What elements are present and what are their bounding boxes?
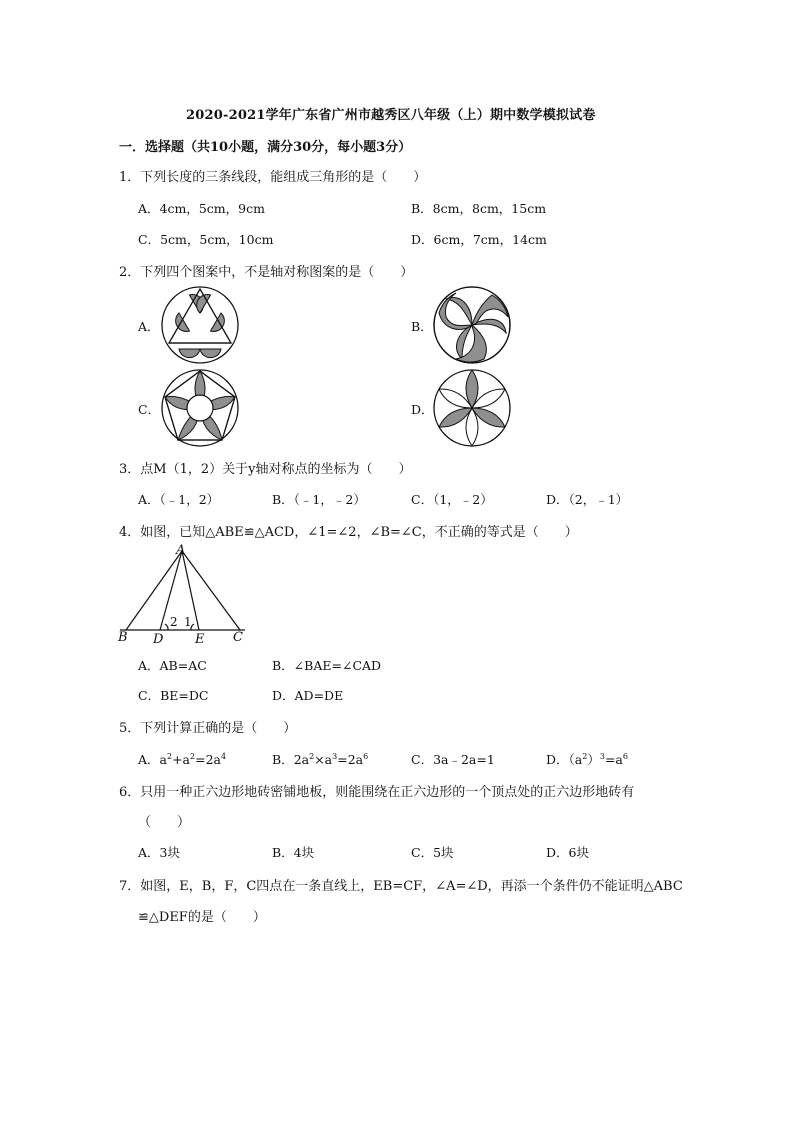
q5-option-d-label: D． [546,752,569,767]
triangle-abe-acd-figure [115,540,255,648]
q5-b-term: =2a [337,752,364,767]
q5-a-term: =2a [195,752,221,767]
q1-option-b[interactable]: B．8cm，8cm，15cm [411,201,547,216]
q5-a-term: +a [172,752,191,767]
q5-d-term: （a [568,752,583,767]
question-7-text: 7．如图，E，B，F，C四点在一条直线上，EB=CF，∠A=∠D，再添一个条件仍不能证明△ABC [119,879,683,894]
q5-b-term: ×a [314,752,333,767]
q3-option-d[interactable]: D．（2，﹣1） [546,492,629,507]
fig-angle-2: 2 [170,615,178,629]
q5-option-c-label: C． [411,752,434,767]
q5-d-term: ） [587,752,600,767]
q3-option-a[interactable]: A．（﹣1，2） [138,492,220,507]
q1-option-c[interactable]: C．5cm，5cm，10cm [138,232,274,247]
q5-option-a[interactable] [138,750,226,768]
q5-option-a-label: A． [138,752,160,767]
q5-option-d[interactable] [546,750,628,768]
q6-option-a[interactable]: A．3块 [138,845,180,860]
q5-option-c[interactable] [411,750,495,768]
q5-a-term: a [159,752,167,767]
question-5-text: 5．下列计算正确的是（ ） [119,721,297,736]
q4-option-a[interactable]: A．AB=AC [138,658,207,673]
q6-option-b[interactable]: B．4块 [272,845,315,860]
fig-label-d: D [153,632,164,647]
q2-option-c-label[interactable]: C． [138,402,161,417]
question-7-text-continued: ≌△DEF的是（ ） [138,910,266,925]
q4-option-c[interactable]: C．BE=DC [138,688,209,703]
q5-c-term: 3a﹣2a=1 [433,752,495,767]
q5-d-exp: 2 [582,752,588,761]
question-1-text: 1．下列长度的三条线段，能组成三角形的是（ ） [119,170,427,185]
q5-option-b-label: B． [272,752,294,767]
q5-a-exp: 2 [190,752,196,761]
q5-b-term: 2a [293,752,310,767]
question-2-text: 2．下列四个图案中，不是轴对称图案的是（ ） [119,265,414,280]
fig-label-e: E [195,632,205,647]
fig-angle-1: 1 [184,615,192,629]
fig-label-c: C [233,630,243,645]
q2-option-d-label[interactable]: D． [411,402,434,417]
q5-d-exp: 3 [599,752,605,761]
q5-option-b[interactable] [272,750,368,768]
q5-a-exp: 4 [221,752,227,761]
q5-d-term: =a [604,752,623,767]
question-3-text: 3．点M（1，2）关于y轴对称点的坐标为（ ） [119,462,412,477]
question-6-text-continued: （ ） [138,815,191,830]
q2-option-b-label[interactable]: B． [411,319,433,334]
fig-label-b: B [118,630,128,645]
q5-b-exp: 2 [309,752,315,761]
q3-option-c[interactable]: C．（1，﹣2） [411,492,493,507]
q5-d-exp: 6 [622,752,628,761]
q5-a-exp: 2 [166,752,173,761]
pattern-b-swirl-figure[interactable] [432,285,512,365]
question-4-text: 4．如图，已知△ABE≌△ACD，∠1=∠2，∠B=∠C，不正确的等式是（ ） [119,525,578,540]
q4-option-b[interactable]: B．∠BAE=∠CAD [272,658,382,673]
q6-option-d[interactable]: D．6块 [546,845,589,860]
q5-b-exp: 3 [332,752,338,761]
q2-option-a-label[interactable]: A． [138,319,160,334]
q1-option-a[interactable]: A．4cm，5cm，9cm [138,201,265,216]
q1-option-d[interactable]: D．6cm，7cm，14cm [411,232,547,247]
q5-b-exp: 6 [363,752,369,761]
exam-title: 2020-2021学年广东省广州市越秀区八年级（上）期中数学模拟试卷 [186,108,596,123]
pattern-d-petal-figure[interactable] [432,368,512,448]
q6-option-c[interactable]: C．5块 [411,845,454,860]
q4-option-d[interactable]: D．AD=DE [272,688,344,703]
fig-label-a: A [176,543,186,558]
section-heading: 一．选择题（共10小题，满分30分，每小题3分） [119,140,412,155]
pattern-a-triangle-figure[interactable] [160,285,240,365]
pattern-c-flower-figure[interactable] [160,368,240,448]
q3-option-b[interactable]: B．（﹣1，﹣2） [272,492,366,507]
question-6-text: 6．只用一种正六边形地砖密铺地板，则能围绕在正六边形的一个顶点处的正六边形地砖有 [119,785,635,800]
